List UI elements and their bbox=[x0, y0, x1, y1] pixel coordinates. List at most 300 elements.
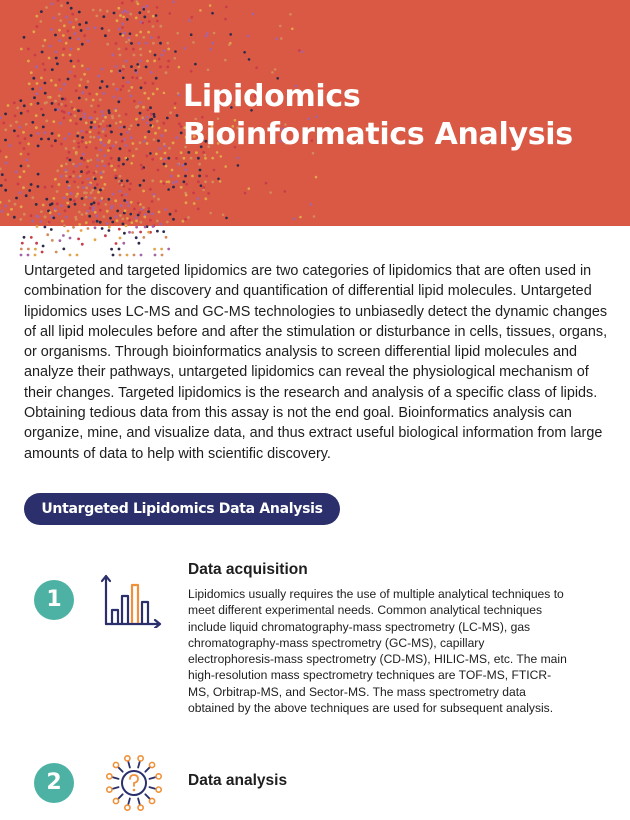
decorative-dot bbox=[108, 29, 111, 32]
decorative-dot bbox=[108, 198, 111, 201]
decorative-dot bbox=[149, 124, 152, 127]
decorative-dot bbox=[65, 169, 68, 172]
decorative-dot bbox=[75, 89, 78, 92]
decorative-dot bbox=[156, 20, 159, 23]
decorative-dot bbox=[20, 248, 23, 251]
decorative-dot bbox=[151, 179, 154, 182]
decorative-dot bbox=[86, 166, 89, 169]
decorative-dot bbox=[19, 126, 22, 129]
decorative-dot bbox=[122, 163, 125, 166]
decorative-dot bbox=[72, 170, 75, 173]
decorative-dot bbox=[25, 123, 28, 126]
decorative-dot bbox=[102, 215, 105, 218]
decorative-dot bbox=[112, 193, 115, 196]
decorative-dot bbox=[131, 0, 134, 2]
decorative-dot bbox=[148, 20, 151, 23]
decorative-dot bbox=[74, 114, 77, 117]
decorative-dot bbox=[104, 183, 107, 186]
decorative-dot bbox=[187, 216, 190, 219]
decorative-dot bbox=[139, 112, 142, 115]
decorative-dot bbox=[14, 203, 17, 206]
decorative-dot bbox=[225, 6, 228, 9]
decorative-dot bbox=[73, 140, 76, 143]
decorative-dot bbox=[95, 15, 98, 18]
decorative-dot bbox=[79, 163, 82, 166]
decorative-dot bbox=[100, 141, 103, 144]
decorative-dot bbox=[161, 54, 164, 57]
decorative-dot bbox=[54, 84, 57, 87]
decorative-dot bbox=[1, 210, 4, 213]
decorative-dot bbox=[75, 218, 78, 221]
decorative-dot bbox=[119, 147, 122, 150]
decorative-dot bbox=[135, 236, 138, 239]
decorative-dot bbox=[36, 25, 39, 28]
decorative-dot bbox=[191, 175, 194, 178]
decorative-dot bbox=[44, 92, 47, 95]
decorative-dot bbox=[88, 116, 91, 119]
decorative-dot bbox=[160, 157, 163, 160]
decorative-dot bbox=[23, 104, 26, 107]
decorative-dot bbox=[101, 197, 104, 200]
decorative-dot bbox=[91, 189, 94, 192]
decorative-dot bbox=[119, 70, 122, 73]
decorative-dot bbox=[166, 117, 169, 120]
decorative-dot bbox=[54, 34, 57, 37]
decorative-dot bbox=[94, 187, 97, 190]
decorative-dot bbox=[27, 60, 30, 63]
decorative-dot bbox=[97, 75, 100, 78]
decorative-dot bbox=[265, 182, 268, 185]
decorative-dot bbox=[118, 248, 121, 251]
decorative-dot bbox=[20, 254, 23, 257]
decorative-dot bbox=[247, 35, 250, 38]
decorative-dot bbox=[143, 92, 146, 95]
decorative-dot bbox=[15, 197, 18, 200]
decorative-dot bbox=[121, 2, 124, 5]
decorative-dot bbox=[83, 73, 86, 76]
decorative-dot bbox=[37, 132, 40, 135]
decorative-dot bbox=[67, 205, 70, 208]
decorative-dot bbox=[152, 25, 155, 28]
decorative-dot bbox=[70, 60, 73, 63]
decorative-dot bbox=[109, 124, 112, 127]
decorative-dot bbox=[172, 186, 175, 189]
decorative-dot bbox=[35, 203, 38, 206]
decorative-dot bbox=[115, 215, 118, 218]
decorative-dot bbox=[125, 224, 128, 227]
decorative-dot bbox=[140, 164, 143, 167]
decorative-dot bbox=[174, 50, 177, 53]
decorative-dot bbox=[78, 211, 81, 214]
decorative-dot bbox=[94, 226, 97, 229]
decorative-dot bbox=[112, 254, 115, 257]
decorative-dot bbox=[13, 101, 16, 104]
decorative-dot bbox=[159, 25, 162, 28]
decorative-dot bbox=[80, 130, 83, 133]
decorative-dot bbox=[94, 126, 97, 129]
decorative-dot bbox=[8, 200, 11, 203]
decorative-dot bbox=[140, 86, 143, 89]
decorative-dot bbox=[52, 120, 55, 123]
decorative-dot bbox=[42, 114, 45, 117]
decorative-dot bbox=[125, 41, 128, 44]
decorative-dot bbox=[36, 82, 39, 85]
decorative-dot bbox=[0, 201, 2, 204]
decorative-dot bbox=[147, 10, 150, 13]
decorative-dot bbox=[237, 157, 240, 160]
decorative-dot bbox=[27, 153, 30, 156]
decorative-dot bbox=[58, 103, 61, 106]
decorative-dot bbox=[4, 113, 7, 116]
decorative-dot bbox=[63, 196, 66, 199]
decorative-dot bbox=[135, 17, 138, 20]
decorative-dot bbox=[153, 115, 156, 118]
decorative-dot bbox=[184, 163, 187, 166]
decorative-dot bbox=[97, 191, 100, 194]
decorative-dot bbox=[172, 181, 175, 184]
decorative-dot bbox=[28, 189, 31, 192]
decorative-dot bbox=[44, 131, 47, 134]
decorative-dot bbox=[150, 71, 153, 74]
decorative-dot bbox=[138, 242, 141, 245]
decorative-dot bbox=[60, 165, 63, 168]
decorative-dot bbox=[56, 202, 59, 205]
decorative-dot bbox=[42, 45, 45, 48]
decorative-dot bbox=[96, 117, 99, 120]
decorative-dot bbox=[112, 83, 115, 86]
decorative-dot bbox=[146, 142, 149, 145]
decorative-dot bbox=[112, 54, 115, 57]
decorative-dot bbox=[45, 198, 48, 201]
decorative-dot bbox=[129, 213, 132, 216]
decorative-dot bbox=[104, 154, 107, 157]
decorative-dot bbox=[301, 51, 304, 54]
decorative-dot bbox=[81, 91, 84, 94]
decorative-dot bbox=[115, 42, 118, 45]
decorative-dot bbox=[96, 183, 99, 186]
decorative-dot bbox=[136, 63, 139, 66]
decorative-dot bbox=[219, 180, 222, 183]
decorative-dot bbox=[127, 11, 130, 14]
decorative-dot bbox=[72, 175, 75, 178]
decorative-dot bbox=[9, 124, 12, 127]
decorative-dot bbox=[69, 54, 72, 57]
decorative-dot bbox=[132, 155, 135, 158]
decorative-dot bbox=[66, 2, 69, 5]
decorative-dot bbox=[80, 157, 83, 160]
decorative-dot bbox=[117, 7, 120, 10]
decorative-dot bbox=[310, 203, 313, 206]
decorative-dot bbox=[62, 234, 65, 237]
decorative-dot bbox=[0, 168, 2, 171]
decorative-dot bbox=[119, 126, 122, 129]
decorative-dot bbox=[159, 223, 162, 226]
decorative-dot bbox=[60, 103, 63, 106]
decorative-dot bbox=[156, 230, 159, 233]
decorative-dot bbox=[204, 197, 207, 200]
decorative-dot bbox=[103, 165, 106, 168]
decorative-dot bbox=[70, 7, 73, 10]
decorative-dot bbox=[65, 216, 68, 219]
decorative-dot bbox=[130, 136, 133, 139]
decorative-dot bbox=[122, 34, 125, 37]
decorative-dot bbox=[65, 175, 68, 178]
decorative-dot bbox=[190, 33, 193, 36]
decorative-dot bbox=[139, 31, 142, 34]
decorative-dot bbox=[224, 165, 227, 168]
decorative-dot bbox=[185, 183, 188, 186]
decorative-dot bbox=[190, 157, 193, 160]
decorative-dot bbox=[83, 113, 86, 116]
decorative-dot bbox=[26, 159, 29, 162]
decorative-dot bbox=[85, 187, 88, 190]
decorative-dot bbox=[64, 98, 67, 101]
decorative-dot bbox=[99, 138, 102, 141]
decorative-dot bbox=[94, 111, 97, 114]
decorative-dot bbox=[51, 2, 54, 5]
decorative-dot bbox=[58, 183, 61, 186]
decorative-dot bbox=[149, 106, 152, 109]
decorative-dot bbox=[63, 83, 66, 86]
decorative-dot bbox=[204, 180, 207, 183]
decorative-dot bbox=[20, 112, 23, 115]
decorative-dot bbox=[144, 136, 147, 139]
decorative-dot bbox=[142, 190, 145, 193]
decorative-dot bbox=[42, 245, 45, 248]
decorative-dot bbox=[146, 155, 149, 158]
decorative-dot bbox=[51, 185, 54, 188]
decorative-dot bbox=[110, 165, 113, 168]
decorative-dot bbox=[142, 106, 145, 109]
decorative-dot bbox=[44, 186, 47, 189]
decorative-dot bbox=[59, 122, 62, 125]
step-number-badge: 2 bbox=[34, 763, 74, 803]
decorative-dot bbox=[67, 30, 70, 33]
decorative-dot bbox=[129, 182, 132, 185]
decorative-dot bbox=[129, 95, 132, 98]
decorative-dot bbox=[92, 221, 95, 224]
decorative-dot bbox=[30, 214, 33, 217]
decorative-dot bbox=[101, 110, 104, 113]
decorative-dot bbox=[164, 145, 167, 148]
decorative-dot bbox=[120, 204, 123, 207]
decorative-dot bbox=[61, 98, 64, 101]
decorative-dot bbox=[70, 48, 73, 51]
decorative-dot bbox=[15, 121, 18, 124]
decorative-dot bbox=[92, 99, 95, 102]
decorative-dot bbox=[80, 78, 83, 81]
decorative-dot bbox=[184, 175, 187, 178]
decorative-dot bbox=[149, 152, 152, 155]
decorative-dot bbox=[165, 236, 168, 239]
decorative-dot bbox=[19, 191, 22, 194]
decorative-dot bbox=[31, 88, 34, 91]
decorative-dot bbox=[125, 113, 128, 116]
decorative-dot bbox=[51, 239, 54, 242]
decorative-dot bbox=[210, 48, 213, 51]
decorative-dot bbox=[20, 48, 23, 51]
decorative-dot bbox=[52, 17, 55, 20]
decorative-dot bbox=[147, 31, 150, 34]
decorative-dot bbox=[17, 183, 20, 186]
decorative-dot bbox=[280, 37, 283, 40]
decorative-dot bbox=[63, 117, 66, 120]
decorative-dot bbox=[182, 220, 185, 223]
decorative-dot bbox=[202, 189, 205, 192]
decorative-dot bbox=[135, 106, 138, 109]
decorative-dot bbox=[46, 233, 49, 236]
decorative-dot bbox=[5, 162, 8, 165]
decorative-dot bbox=[83, 116, 86, 119]
decorative-dot bbox=[82, 186, 85, 189]
decorative-dot bbox=[153, 138, 156, 141]
decorative-dot bbox=[158, 211, 161, 214]
decorative-dot bbox=[157, 198, 160, 201]
decorative-dot bbox=[75, 165, 78, 168]
decorative-dot bbox=[107, 163, 110, 166]
decorative-dot bbox=[116, 219, 119, 222]
decorative-dot bbox=[113, 12, 116, 15]
decorative-dot bbox=[19, 218, 22, 221]
decorative-dot bbox=[70, 192, 73, 195]
decorative-dot bbox=[92, 209, 95, 212]
decorative-dot bbox=[165, 165, 168, 168]
decorative-dot bbox=[22, 131, 25, 134]
decorative-dot bbox=[120, 88, 123, 91]
decorative-dot bbox=[27, 248, 30, 251]
decorative-dot bbox=[59, 19, 62, 22]
decorative-dot bbox=[61, 220, 64, 223]
decorative-dot bbox=[138, 65, 141, 68]
decorative-dot bbox=[150, 113, 153, 116]
decorative-dot bbox=[92, 9, 95, 12]
decorative-dot bbox=[155, 153, 158, 156]
decorative-dot bbox=[126, 217, 129, 220]
decorative-dot bbox=[117, 165, 120, 168]
section-heading-pill: Untargeted Lipidomics Data Analysis bbox=[24, 493, 340, 525]
decorative-dot bbox=[89, 136, 92, 139]
decorative-dot bbox=[121, 26, 124, 29]
decorative-dot bbox=[122, 223, 125, 226]
decorative-dot bbox=[147, 130, 150, 133]
decorative-dot bbox=[31, 121, 34, 124]
decorative-dot bbox=[19, 142, 22, 145]
decorative-dot bbox=[158, 58, 161, 61]
decorative-dot bbox=[229, 33, 232, 36]
decorative-dot bbox=[71, 13, 74, 16]
decorative-dot bbox=[252, 13, 255, 16]
decorative-dot bbox=[209, 4, 212, 7]
decorative-dot bbox=[110, 157, 113, 160]
decorative-dot bbox=[4, 139, 7, 142]
decorative-dot bbox=[77, 48, 80, 51]
decorative-dot bbox=[99, 209, 102, 212]
decorative-dot bbox=[108, 139, 111, 142]
decorative-dot bbox=[115, 122, 118, 125]
decorative-dot bbox=[161, 254, 164, 257]
decorative-dot bbox=[139, 60, 142, 63]
decorative-dot bbox=[85, 212, 88, 215]
decorative-dot bbox=[50, 228, 53, 231]
decorative-dot bbox=[124, 209, 127, 212]
decorative-dot bbox=[59, 88, 62, 91]
decorative-dot bbox=[225, 217, 228, 220]
decorative-dot bbox=[128, 188, 131, 191]
decorative-dot bbox=[27, 48, 30, 51]
decorative-dot bbox=[147, 210, 150, 213]
decorative-dot bbox=[222, 214, 225, 217]
decorative-dot bbox=[177, 92, 180, 95]
decorative-dot bbox=[45, 120, 48, 123]
decorative-dot bbox=[86, 172, 89, 175]
decorative-dot bbox=[133, 54, 136, 57]
decorative-dot bbox=[104, 203, 107, 206]
decorative-dot bbox=[69, 159, 72, 162]
decorative-dot bbox=[102, 114, 105, 117]
decorative-dot bbox=[56, 169, 59, 172]
decorative-dot bbox=[122, 23, 125, 26]
decorative-dot bbox=[51, 132, 54, 135]
decorative-dot bbox=[124, 9, 127, 12]
decorative-dot bbox=[87, 27, 90, 30]
decorative-dot bbox=[137, 214, 140, 217]
decorative-dot bbox=[123, 232, 126, 235]
decorative-dot bbox=[188, 19, 191, 22]
decorative-dot bbox=[57, 0, 60, 2]
decorative-dot bbox=[27, 254, 30, 257]
decorative-dot bbox=[144, 82, 147, 85]
decorative-dot bbox=[159, 147, 162, 150]
decorative-dot bbox=[55, 51, 58, 54]
decorative-dot bbox=[80, 109, 83, 112]
decorative-dot bbox=[166, 42, 169, 45]
decorative-dot bbox=[81, 243, 84, 246]
decorative-dot bbox=[109, 217, 112, 220]
decorative-dot bbox=[147, 207, 150, 210]
decorative-dot bbox=[159, 42, 162, 45]
decorative-dot bbox=[211, 157, 214, 160]
decorative-dot bbox=[130, 86, 133, 89]
decorative-dot bbox=[119, 14, 122, 17]
decorative-dot bbox=[35, 15, 38, 18]
decorative-dot bbox=[35, 114, 38, 117]
decorative-dot bbox=[120, 133, 123, 136]
decorative-dot bbox=[206, 32, 209, 35]
decorative-dot bbox=[73, 180, 76, 183]
decorative-dot bbox=[81, 43, 84, 46]
decorative-dot bbox=[116, 210, 119, 213]
decorative-dot bbox=[119, 190, 122, 193]
decorative-dot bbox=[161, 134, 164, 137]
decorative-dot bbox=[66, 202, 69, 205]
decorative-dot bbox=[130, 201, 133, 204]
decorative-dot bbox=[44, 102, 47, 105]
decorative-dot bbox=[106, 43, 109, 46]
decorative-dot bbox=[104, 116, 107, 119]
decorative-dot bbox=[65, 163, 68, 166]
decorative-dot bbox=[47, 96, 50, 99]
decorative-dot bbox=[116, 88, 119, 91]
decorative-dot bbox=[101, 27, 104, 30]
decorative-dot bbox=[106, 10, 109, 13]
decorative-dot bbox=[90, 105, 93, 108]
decorative-dot bbox=[104, 34, 107, 37]
decorative-dot bbox=[142, 236, 145, 239]
decorative-dot bbox=[119, 97, 122, 100]
decorative-dot bbox=[30, 183, 33, 186]
decorative-dot bbox=[7, 213, 10, 216]
decorative-dot bbox=[130, 42, 133, 45]
